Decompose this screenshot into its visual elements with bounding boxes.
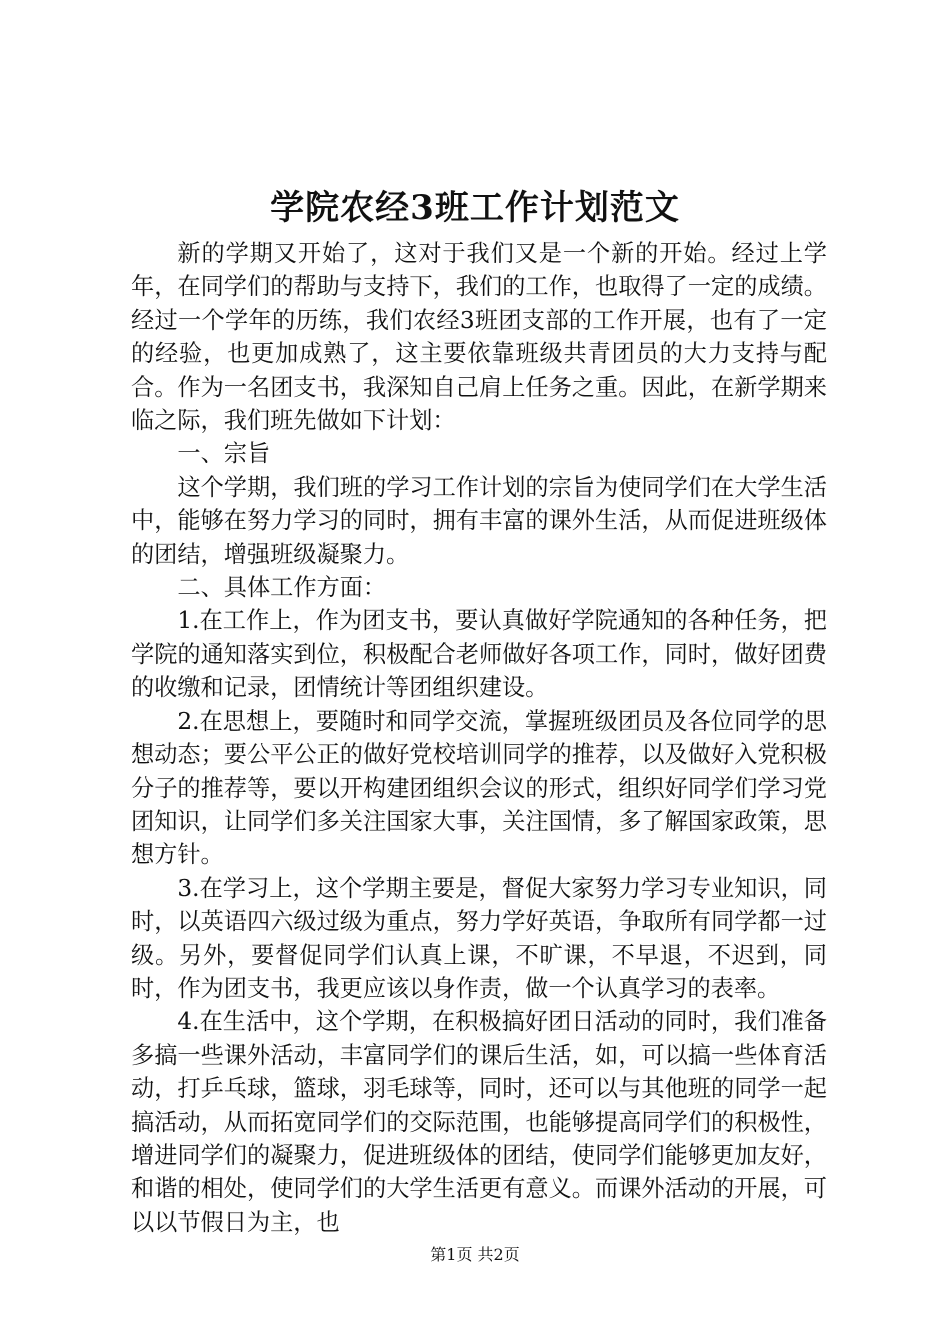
section-heading-work: 二、具体工作方面： [177, 574, 387, 602]
section-heading-purpose: 一、宗旨 [177, 440, 271, 468]
page-number-footer: 第1页 共2页 [430, 1245, 520, 1264]
work-item-1: 1.在工作上，作为团支书，要认真做好学院通知的各种任务，把学院的通知落实到位，积极配合老师做好各项工作，同时，做好团费的收缴和记录，团情统计等团组织建设。 [131, 607, 827, 702]
purpose-paragraph: 这个学期，我们班的学习工作计划的宗旨为使同学们在大学生活中，能够在努力学习的同时，拥有丰富的课外生活，从而促进班级体的团结，增强班级凝聚力。 [131, 473, 827, 568]
intro-paragraph: 新的学期又开始了，这对于我们又是一个新的开始。经过上学年，在同学们的帮助与支持下，我们的工作，也取得了一定的成绩。经过一个学年的历练，我们农经3班团支部的工作开展，也有了一定的经验，也更加成熟了，这主要依靠班级共青团员的大力支持与配合。作为一名团支书，我深知自己肩上任务之重。因此，在新学期来临之际，我们班先做如下计划： [131, 240, 827, 435]
work-item-4: 4.在生活中，这个学期，在积极搞好团日活动的同时，我们准备多搞一些课外活动，丰富同学们的课后生活，如，可以搞一些体育活动，打乒乓球，篮球，羽毛球等，同时，还可以与其他班的同学一起搞活动，从而拓宽同学们的交际范围，也能够提高同学们的积极性，增进同学们的凝聚力，促进班级体的团结，使同学们能够更加友好，和谐的相处，使同学们的大学生活更有意义。而课外活动的开展，可以以节假日为主，也 [131, 1008, 827, 1236]
document-body [131, 237, 827, 1239]
work-item-2: 2.在思想上，要随时和同学交流，掌握班级团员及各位同学的思想动态；要公平公正的做好党校培训同学的推荐，以及做好入党积极分子的推荐等，要以开构建团组织会议的形式，组织好同学们学习党团知识，让同学们多关注国家大事，关注国情，多了解国家政策，思想方针。 [131, 707, 827, 869]
work-item-3: 3.在学习上，这个学期主要是，督促大家努力学习专业知识，同时，以英语四六级过级为重点，努力学好英语，争取所有同学都一过级。另外，要督促同学们认真上课，不旷课，不早退，不迟到，同时，作为团支书，我更应该以身作责，做一个认真学习的表率。 [131, 874, 827, 1002]
document-title: 学院农经3班工作计划范文 [270, 188, 680, 228]
